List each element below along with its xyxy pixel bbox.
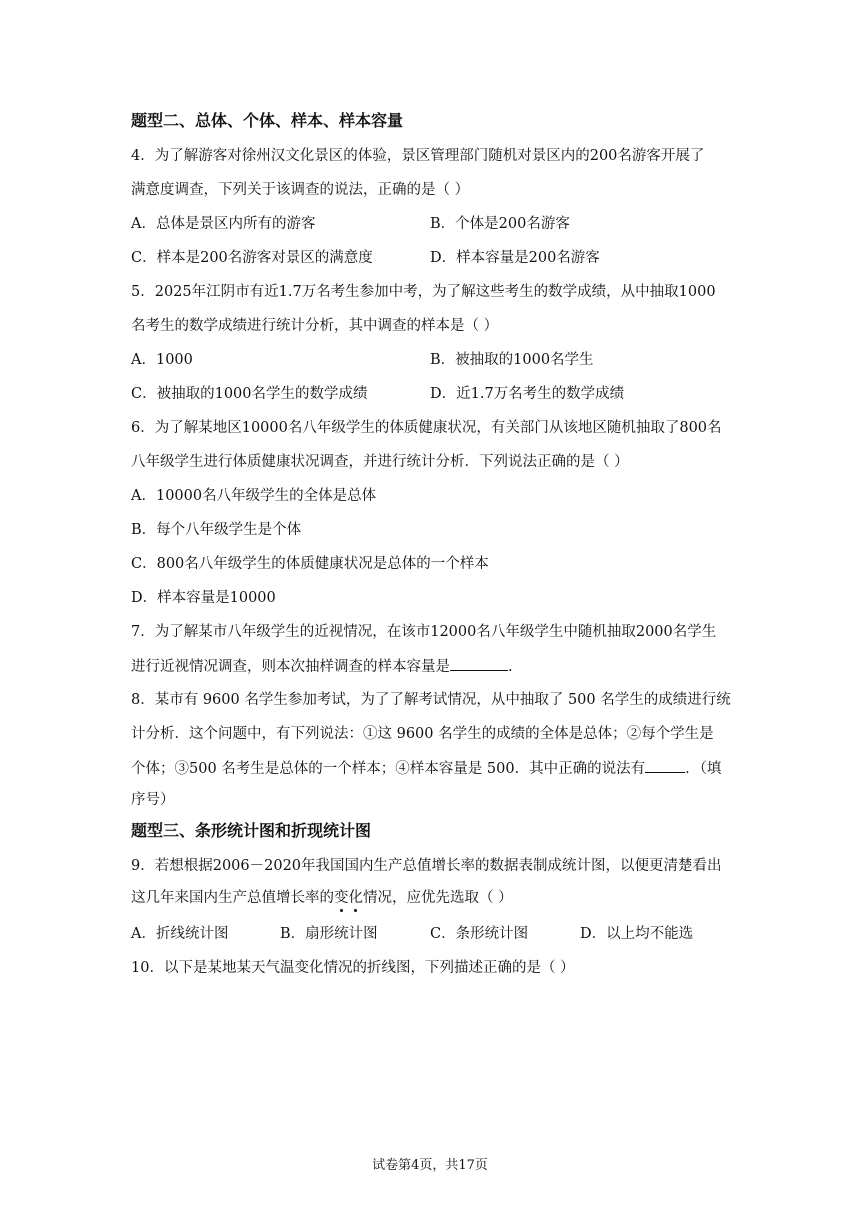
question-4-option-b: B．个体是200名游客	[430, 216, 570, 232]
section-title-3: 题型三、条形统计图和折现统计图	[131, 821, 372, 840]
question-8-line-3	[131, 758, 721, 779]
question-7-line-2	[131, 656, 513, 677]
page-footer: 试卷第4页，共17页	[372, 1158, 488, 1173]
question-7-line-1: 7．为了解某市八年级学生的近视情况，在该市12000名八年级学生中随机抽取2000名学生	[131, 624, 717, 640]
question-10-line-1: 10．以下是某地某天气温变化情况的折线图，下列描述正确的是（ ）	[131, 960, 575, 976]
emphasized-char: 变	[334, 890, 349, 906]
emphasized-word	[334, 890, 363, 906]
question-5-option-a: A．1000	[131, 352, 193, 368]
emphasized-char: 化	[348, 890, 363, 906]
question-5-line-2: 名考生的数学成绩进行统计分析，其中调查的样本是（ ）	[131, 318, 499, 334]
question-5-option-d: D．近1.7万名考生的数学成绩	[430, 386, 625, 402]
question-4-option-c: C．样本是200名游客对景区的满意度	[131, 250, 373, 266]
question-6-option-b: B．每个八年级学生是个体	[131, 522, 302, 538]
question-6-option-a: A．10000名八年级学生的全体是总体	[131, 488, 377, 504]
question-6-line-2: 八年级学生进行体质健康状况调查，并进行统计分析．下列说法正确的是（ ）	[131, 454, 629, 470]
question-9-option-d: D．以上均不能选	[580, 926, 694, 942]
section-title-2: 题型二、总体、个体、样本、样本容量	[131, 111, 404, 130]
question-5-line-1: 5．2025年江阴市有近1.7万名考生参加中考，为了解这些考生的数学成绩，从中抽取1000	[131, 284, 716, 300]
question-9-line-1: 9．若想根据2006－2020年我国国内生产总值增长率的数据表制成统计图，以便更清楚看出	[131, 858, 722, 874]
question-4-option-d: D．样本容量是200名游客	[430, 250, 600, 266]
question-6-option-c: C．800名八年级学生的体质健康状况是总体的一个样本	[131, 556, 489, 572]
question-5-option-c: C．被抽取的1000名学生的数学成绩	[131, 386, 368, 402]
question-9-tail: 情况，应优先选取（ ）	[363, 890, 513, 906]
answer-blank-7	[450, 656, 508, 671]
answer-blank-8	[645, 758, 685, 773]
question-9-option-a: A．折线统计图	[131, 926, 229, 942]
question-9-line-2	[131, 888, 513, 908]
question-4-option-a: A．总体是景区内所有的游客	[131, 216, 316, 232]
question-4-line-2: 满意度调查，下列关于该调查的说法，正确的是（ ）	[131, 182, 470, 198]
question-9-text: 这几年来国内生产总值增长率的	[131, 890, 334, 906]
question-8-line-2: 计分析．这个问题中，有下列说法：①这 9600 名学生的成绩的全体是总体；②每个学生是	[131, 726, 714, 742]
question-8-tail: ．（填	[685, 761, 722, 777]
question-5-option-b: B．被抽取的1000名学生	[430, 352, 594, 368]
question-6-line-1: 6．为了解某地区10000名八年级学生的体质健康状况，有关部门从该地区随机抽取了800名	[131, 420, 722, 436]
question-7-text: 进行近视情况调查，则本次抽样调查的样本容量是	[131, 659, 450, 675]
question-8-line-4: 序号）	[131, 792, 175, 808]
question-9-option-b: B．扇形统计图	[280, 926, 378, 942]
question-4-line-1: 4．为了解游客对徐州汉文化景区的体验，景区管理部门随机对景区内的200名游客开展了	[131, 148, 705, 164]
question-6-option-d: D．样本容量是10000	[131, 590, 276, 606]
question-8-text: 个体；③500 名考生是总体的一个样本；④样本容量是 500．其中正确的说法有	[131, 761, 646, 777]
question-9-option-c: C．条形统计图	[430, 926, 529, 942]
question-8-line-1: 8．某市有 9600 名学生参加考试，为了了解考试情况，从中抽取了 500 名学生的成绩进行统	[131, 692, 731, 708]
question-7-period: .	[508, 659, 513, 675]
